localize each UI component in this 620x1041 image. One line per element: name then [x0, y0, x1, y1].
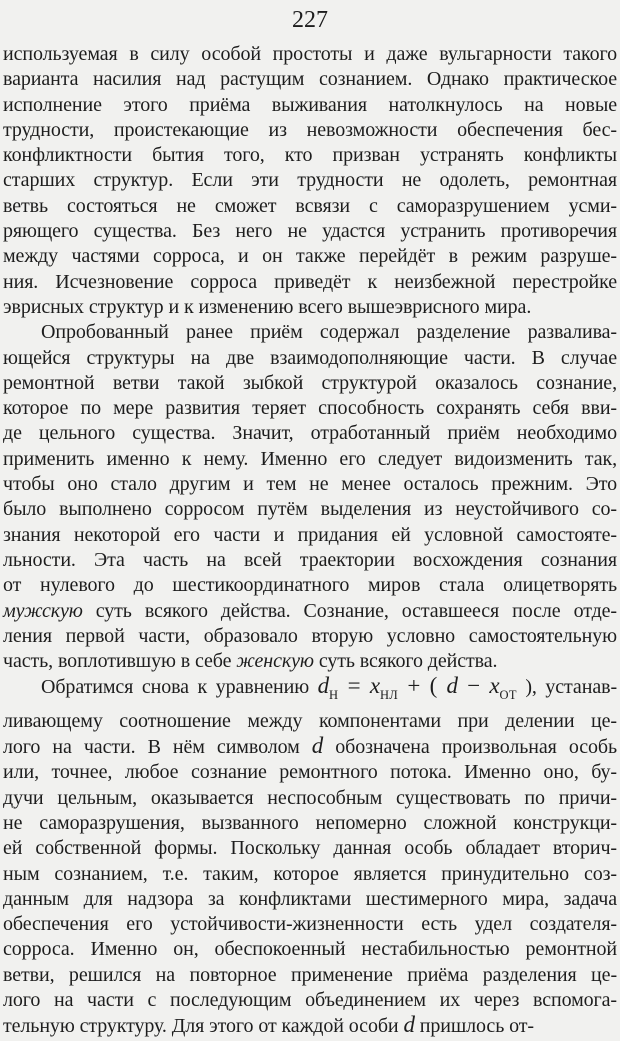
text-run: лого на части с последующим объединением их через вспомога-: [3, 988, 617, 1011]
text-run: было выполнено сорросом путём выделения из неустойчивого со-: [3, 498, 617, 521]
text-run: Опробованный ранее приём содержал разделение развалива-: [41, 321, 617, 344]
text-run: применить именно к нему. Именно его следует видоизменить так,: [3, 447, 617, 470]
equation-part: d: [317, 673, 330, 699]
text-run: ливающему соотношение между компонентами при делении це-: [3, 709, 617, 732]
paragraph: [3, 674, 617, 1039]
text-run: дучи цельным, оказывается неспособным существовать по причи-: [3, 786, 617, 809]
text-line: [3, 862, 617, 887]
paragraph: [3, 320, 617, 674]
text-content: [3, 42, 617, 1040]
text-run: чтобы оно стало другим и тем не менее осталось прежним. Это: [3, 473, 617, 496]
text-run: лого на части. В нём символом: [3, 736, 312, 759]
text-line: [3, 295, 617, 320]
text-line: [3, 194, 617, 219]
text-run: от нулевого до шестикоординатного миров стала олицетворять: [3, 574, 617, 597]
text-line: [3, 396, 617, 421]
page-number: 227: [292, 7, 328, 33]
text-run: Обратимся снова к уравнению: [41, 676, 318, 699]
text-run: трудности, проистекающие из невозможности обеспечения бес-: [3, 118, 617, 141]
text-run: тельную структуру. Для этого от каждой особи: [3, 1015, 404, 1038]
text-run: или, точнее, любое сознание ремонтного потока. Именно оно, бу-: [3, 761, 617, 784]
text-run: исполнение этого приёма выживания натолкнулось на новые: [3, 93, 617, 116]
text-line: [3, 421, 617, 446]
text-run: ющейся структуры на две взаимодополняющие части. В случае: [3, 346, 617, 369]
text-line: [3, 244, 617, 269]
text-line: [3, 786, 617, 811]
text-run: ления первой части, образовало вторую условно самостоятельную: [3, 624, 617, 647]
text-line: [3, 93, 617, 118]
text-run: ), устанав-: [516, 676, 617, 699]
text-run: суть всякого действа. Сознание, оставшееся после отде-: [82, 599, 617, 622]
text-run: обеспечения его устойчивости-жизненности есть удел создателя-: [3, 913, 617, 936]
text-run: используемая в силу особой простоты и даже вульгарности такого: [3, 43, 617, 65]
text-line: [3, 447, 617, 472]
text-run: пришлось от-: [414, 1015, 534, 1038]
text-line: [3, 548, 617, 573]
text-run: мужскую: [3, 599, 83, 622]
equation-part: Н: [329, 688, 339, 703]
text-run: данным для надзора за конфликтами шестимерного мира, задача: [3, 887, 617, 910]
text-line: [3, 937, 617, 962]
text-line: [3, 168, 617, 193]
text-line: [3, 887, 617, 912]
text-run: ветви, решился на повторное применение приёма разделения це-: [3, 963, 617, 986]
text-run: ремонтной ветви такой зыбкой структурой оказалось сознание,: [3, 371, 617, 394]
text-run: конфликтности бытия того, кто призван устранять конфликты: [3, 144, 617, 167]
equation-part: −: [457, 673, 490, 699]
text-run: знания некоторой его части и придания ей условной самостояте-: [3, 523, 617, 546]
equation-part: d: [446, 673, 458, 699]
text-line: [3, 734, 617, 760]
text-run: суть всякого действа.: [313, 650, 498, 673]
equation-part: d: [311, 733, 324, 759]
paragraph: [3, 42, 617, 320]
equation-part: d: [403, 1012, 415, 1038]
text-run: ния. Исчезновение сорроса приведёт к неизбежной перестройке: [3, 270, 617, 293]
text-line: [3, 599, 617, 624]
text-run: эврисных структур и к изменению всего вышеэврисного мира.: [3, 295, 532, 318]
text-run: женскую: [236, 650, 314, 673]
text-run: ей собственной формы. Поскольку данная особь обладает вторич-: [3, 837, 617, 860]
text-line: [3, 497, 617, 522]
text-line: [3, 320, 617, 345]
text-line: [3, 912, 617, 937]
text-run: не саморазрушения, вызванного непомерно сложной конструкци-: [3, 811, 617, 834]
equation-part: ОТ: [499, 688, 517, 703]
text-run: ветвь состояться не сможет всвязи с саморазрушением усми-: [3, 194, 617, 217]
text-line: [3, 963, 617, 988]
text-run: между частями сорроса, и он также перейдёт в режим разруше-: [3, 245, 617, 268]
text-line: [3, 143, 617, 168]
text-run: которое по мере развития теряет способность сохранять себя вви-: [3, 397, 617, 420]
equation-part: + (: [398, 673, 447, 699]
text-line: [3, 836, 617, 861]
text-line: [3, 709, 617, 734]
text-line: [3, 988, 617, 1013]
equation-part: =: [338, 673, 370, 699]
equation-part: x: [369, 673, 380, 699]
text-line: [3, 674, 617, 708]
equation-part: x: [489, 673, 500, 699]
text-run: ным сознанием, т.е. таким, которое является принудительно соз-: [3, 862, 617, 885]
text-line: [3, 270, 617, 295]
text-line: [3, 472, 617, 497]
text-run: де цельного существа. Значит, отработанный приём необходимо: [3, 422, 617, 445]
text-line: [3, 649, 617, 674]
text-line: [3, 523, 617, 548]
text-run: часть, воплотившую в себе: [3, 650, 237, 673]
text-line: [3, 811, 617, 836]
text-line: [3, 573, 617, 598]
text-line: [3, 42, 617, 67]
text-run: сорроса. Именно он, обеспокоенный нестабильностью ремонтной: [3, 938, 617, 961]
text-line: [3, 67, 617, 92]
text-line: [3, 118, 617, 143]
text-line: [3, 371, 617, 396]
text-line: [3, 624, 617, 649]
text-line: [3, 1013, 617, 1039]
text-run: варианта насилия над растущим сознанием. Однако практическое: [3, 68, 617, 91]
equation-part: НЛ: [379, 688, 399, 703]
text-run: льности. Эта часть на всей траектории восхождения сознания: [3, 548, 617, 571]
text-run: ряющего существа. Без него не удастся устранить противоречия: [3, 220, 617, 243]
text-line: [3, 760, 617, 785]
text-line: [3, 346, 617, 371]
text-run: обозначена произвольная особь: [323, 736, 617, 759]
text-run: старших структур. Если эти трудности не одолеть, ремонтная: [3, 169, 617, 192]
text-line: [3, 219, 617, 244]
